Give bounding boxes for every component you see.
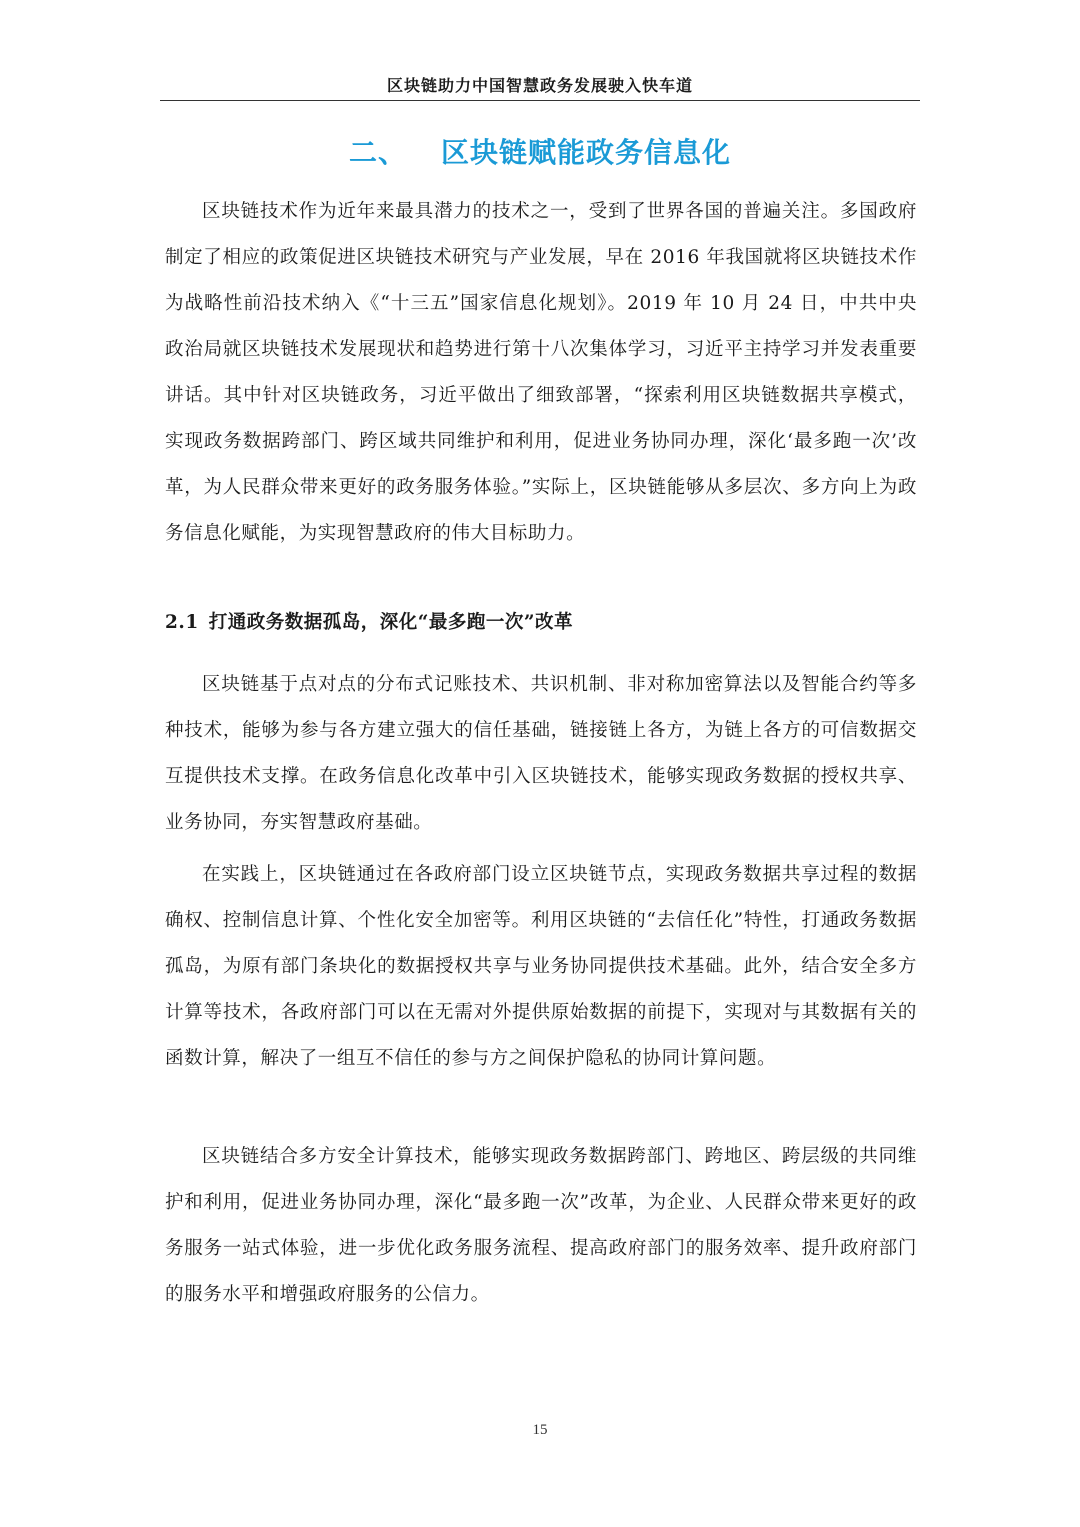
header-divider <box>160 100 920 101</box>
body-paragraph: 区块链基于点对点的分布式记账技术、共识机制、非对称加密算法以及智能合约等多种技术，能够为参与各方建立强大的信任基础，链接链上各方，为链上各方的可信数据交互提供技术支撑。在政务信息化改革中引入区块链技术，能够实现政务数据的授权共享、业务协同，夯实智慧政府基础。 <box>165 674 917 833</box>
intro-paragraph: 区块链技术作为近年来最具潜力的技术之一，受到了世界各国的普遍关注。多国政府制定了相应的政策促进区块链技术研究与产业发展，早在 2016 年我国就将区块链技术作为战略性前沿技术纳入《“十三五”国家信息化规划》。2019 年 10 月 24 日，中共中央政治局就区块链技术发展现状和趋势进行第十八次集体学习，习近平主持学习并发表重要讲话。其中针对区块链政务，习近平做出了细致部署，“探索利用区块链数据共享模式，实现政务数据跨部门、跨区域共同维护和利用，促进业务协同办理，深化‘最多跑一次’改革，为人民群众带来更好的政务服务体验。”实际上，区块链能够从多层次、多方向上为政务信息化赋能，为实现智慧政府的伟大目标助力。 <box>165 201 917 544</box>
section-number: 2.1 <box>165 612 199 633</box>
running-header: 区块链助力中国智慧政务发展驶入快车道 <box>386 76 693 95</box>
body-paragraph: 在实践上，区块链通过在各政府部门设立区块链节点，实现政务数据共享过程的数据确权、控制信息计算、个性化安全加密等。利用区块链的“去信任化”特性，打通政务数据孤岛，为原有部门条块化的数据授权共享与业务协同提供技术基础。此外，结合安全多方计算等技术，各政府部门可以在无需对外提供原始数据的前提下，实现对与其数据有关的函数计算，解决了一组互不信任的参与方之间保护隐私的协同计算问题。 <box>165 864 917 1069</box>
chapter-title-text: 区块链赋能政务信息化 <box>441 136 732 169</box>
chapter-number: 二、 <box>348 136 407 169</box>
page-number: 15 <box>532 1422 548 1438</box>
section-heading <box>165 608 917 638</box>
section-title-text: 打通政务数据孤岛，深化“最多跑一次”改革 <box>208 612 573 633</box>
chapter-title <box>160 133 920 173</box>
body-paragraph: 区块链结合多方安全计算技术，能够实现政务数据跨部门、跨地区、跨层级的共同维护和利用，促进业务协同办理，深化“最多跑一次”改革，为企业、人民群众带来更好的政务服务一站式体验，进一步优化政务服务流程、提高政府部门的服务效率、提升政府部门的服务水平和增强政府服务的公信力。 <box>165 1146 917 1305</box>
